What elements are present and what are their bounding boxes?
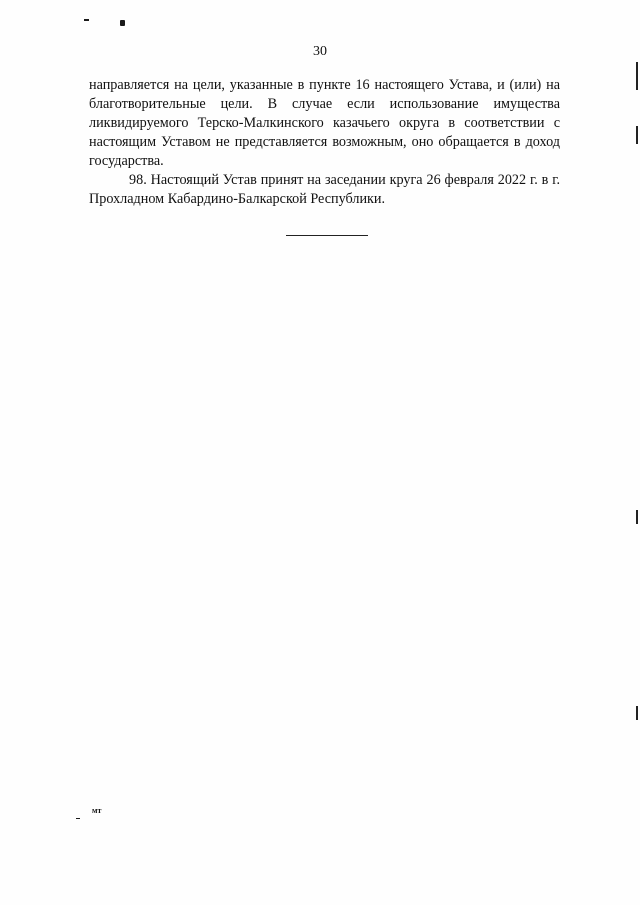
footer-initials: мт	[92, 806, 102, 815]
closing-divider	[286, 235, 368, 236]
document-body	[89, 76, 560, 209]
page-edge-mark	[636, 126, 638, 144]
page-number: 30	[313, 44, 327, 59]
page-edge-mark	[636, 510, 638, 524]
paragraph-article-98: 98. Настоящий Устав принят на заседании круга 26 февраля 2022 г. в г. Прохладном Кабардино-Балкарской Республики.	[89, 172, 560, 207]
page-edge-mark	[636, 706, 638, 720]
paragraph-continuation: направляется на цели, указанные в пункте 16 настоящего Устава, и (или) на благотворительные цели. В случае если использование имущества ликвидируемого Терско-Малкинского казачьего округа в соответствии с настоящим Уставом не представляется возможным, оно обращается в доход государства.	[89, 77, 560, 169]
scan-artifact	[84, 19, 89, 21]
scan-artifact	[76, 818, 80, 819]
page-edge-mark	[636, 62, 638, 90]
scan-artifact	[120, 20, 125, 26]
